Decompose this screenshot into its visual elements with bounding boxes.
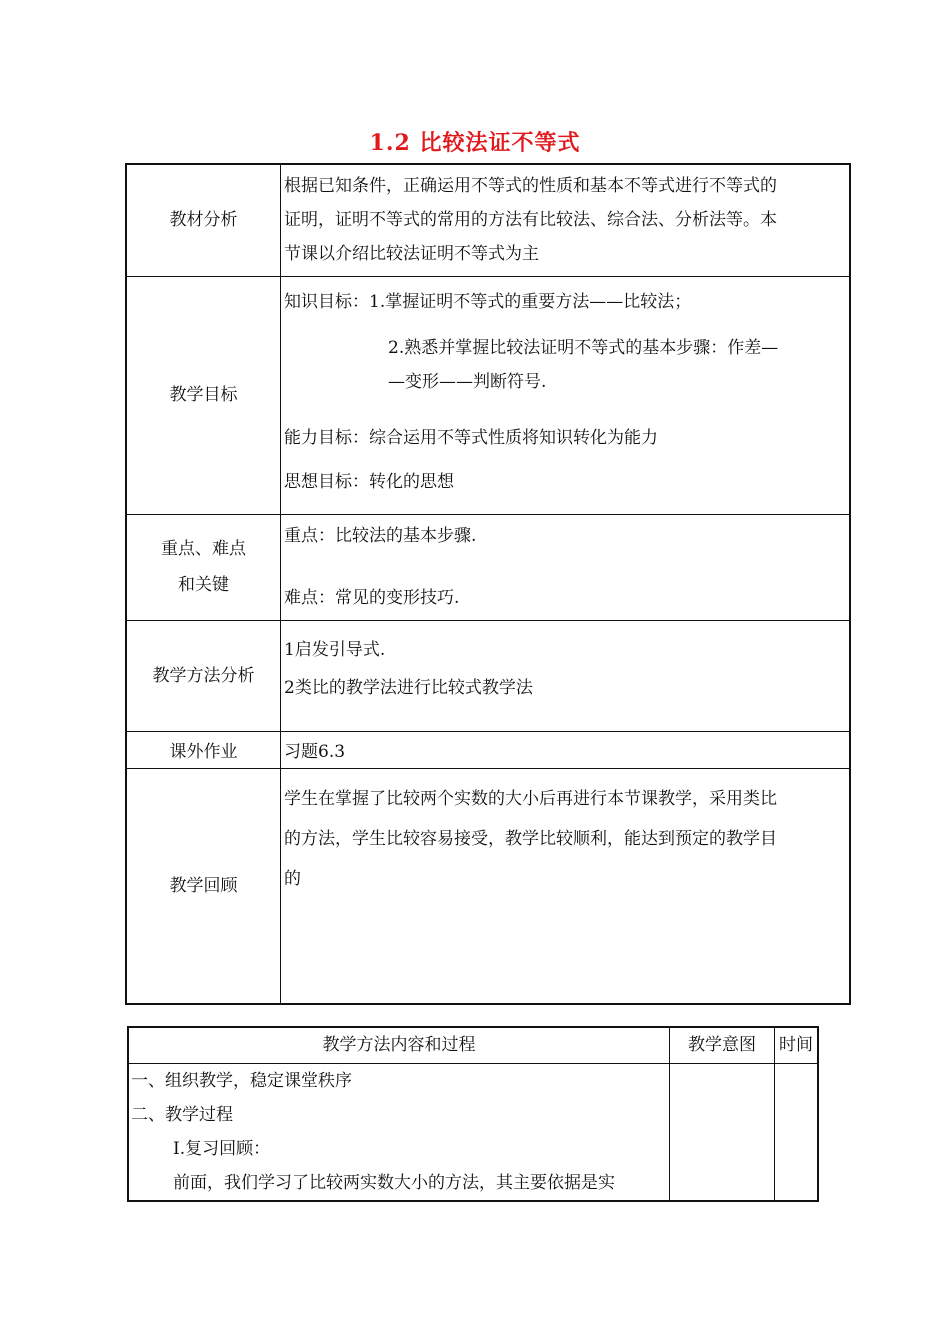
header-time: 时间 [775,1027,819,1063]
label-key-line-1: 重点、难点 [161,539,246,559]
header-intent: 教学意图 [670,1027,775,1063]
lesson-plan-table [125,163,851,1005]
label-review: 教学回顾 [126,768,281,1004]
label-goals: 教学目标 [126,276,281,514]
header-content: 教学方法内容和过程 [128,1027,670,1063]
analysis-line-2: 证明，证明不等式的常用的方法有比较法、综合法、分析法等。本 [284,210,777,230]
label-key [126,514,281,620]
process-body-row [128,1063,818,1201]
content-analysis [281,164,851,276]
goal-ability: 能力目标：综合运用不等式性质将知识转化为能力 [284,427,658,448]
process-header-row [128,1027,818,1063]
label-analysis: 教材分析 [126,164,281,276]
goal-knowledge-2b: —变形——判断符号. [388,371,547,392]
goal-thought: 思想目标：转化的思想 [284,471,454,492]
key-focus: 重点：比较法的基本步骤. [284,525,477,546]
content-goals [281,276,851,514]
row-key [126,514,850,620]
process-table [127,1026,819,1202]
content-review [281,768,851,1004]
process-line-2: 二、教学过程 [131,1104,233,1125]
content-key [281,514,851,620]
analysis-line-1: 根据已知条件，正确运用不等式的性质和基本不等式进行不等式的 [284,176,777,196]
method-1: 1启发引导式. [284,639,386,660]
content-method [281,620,851,731]
label-key-line-2: 和关键 [178,575,229,595]
row-method [126,620,850,731]
key-difficulty: 难点：常见的变形技巧. [284,587,460,608]
method-2: 2类比的教学法进行比较式教学法 [284,677,533,698]
process-line-1: 一、组织教学，稳定课堂秩序 [131,1070,352,1091]
process-content [128,1063,670,1201]
process-intent [670,1063,775,1201]
row-review [126,768,850,1004]
row-goals [126,276,850,514]
process-time [775,1063,819,1201]
row-homework [126,731,850,768]
label-homework: 课外作业 [126,731,281,768]
process-line-4: 前面，我们学习了比较两实数大小的方法，其主要依据是实 [173,1172,615,1193]
review-line-1: 学生在掌握了比较两个实数的大小后再进行本节课教学，采用类比 [284,788,777,809]
goal-knowledge-2a: 2.熟悉并掌握比较法证明不等式的基本步骤：作差— [388,337,779,358]
goal-knowledge-1: 知识目标：1.掌握证明不等式的重要方法——比较法； [284,291,692,312]
page-title: 1.2 比较法证不等式 [369,130,581,156]
review-line-2: 的方法，学生比较容易接受，教学比较顺利，能达到预定的教学目 [284,828,777,849]
row-analysis [126,164,850,276]
label-method: 教学方法分析 [126,620,281,731]
analysis-line-3: 节课以介绍比较法证明不等式为主 [284,244,539,264]
review-line-3: 的 [284,868,301,889]
process-line-3: Ⅰ.复习回顾： [173,1138,271,1159]
content-homework: 习题6.3 [281,731,851,768]
